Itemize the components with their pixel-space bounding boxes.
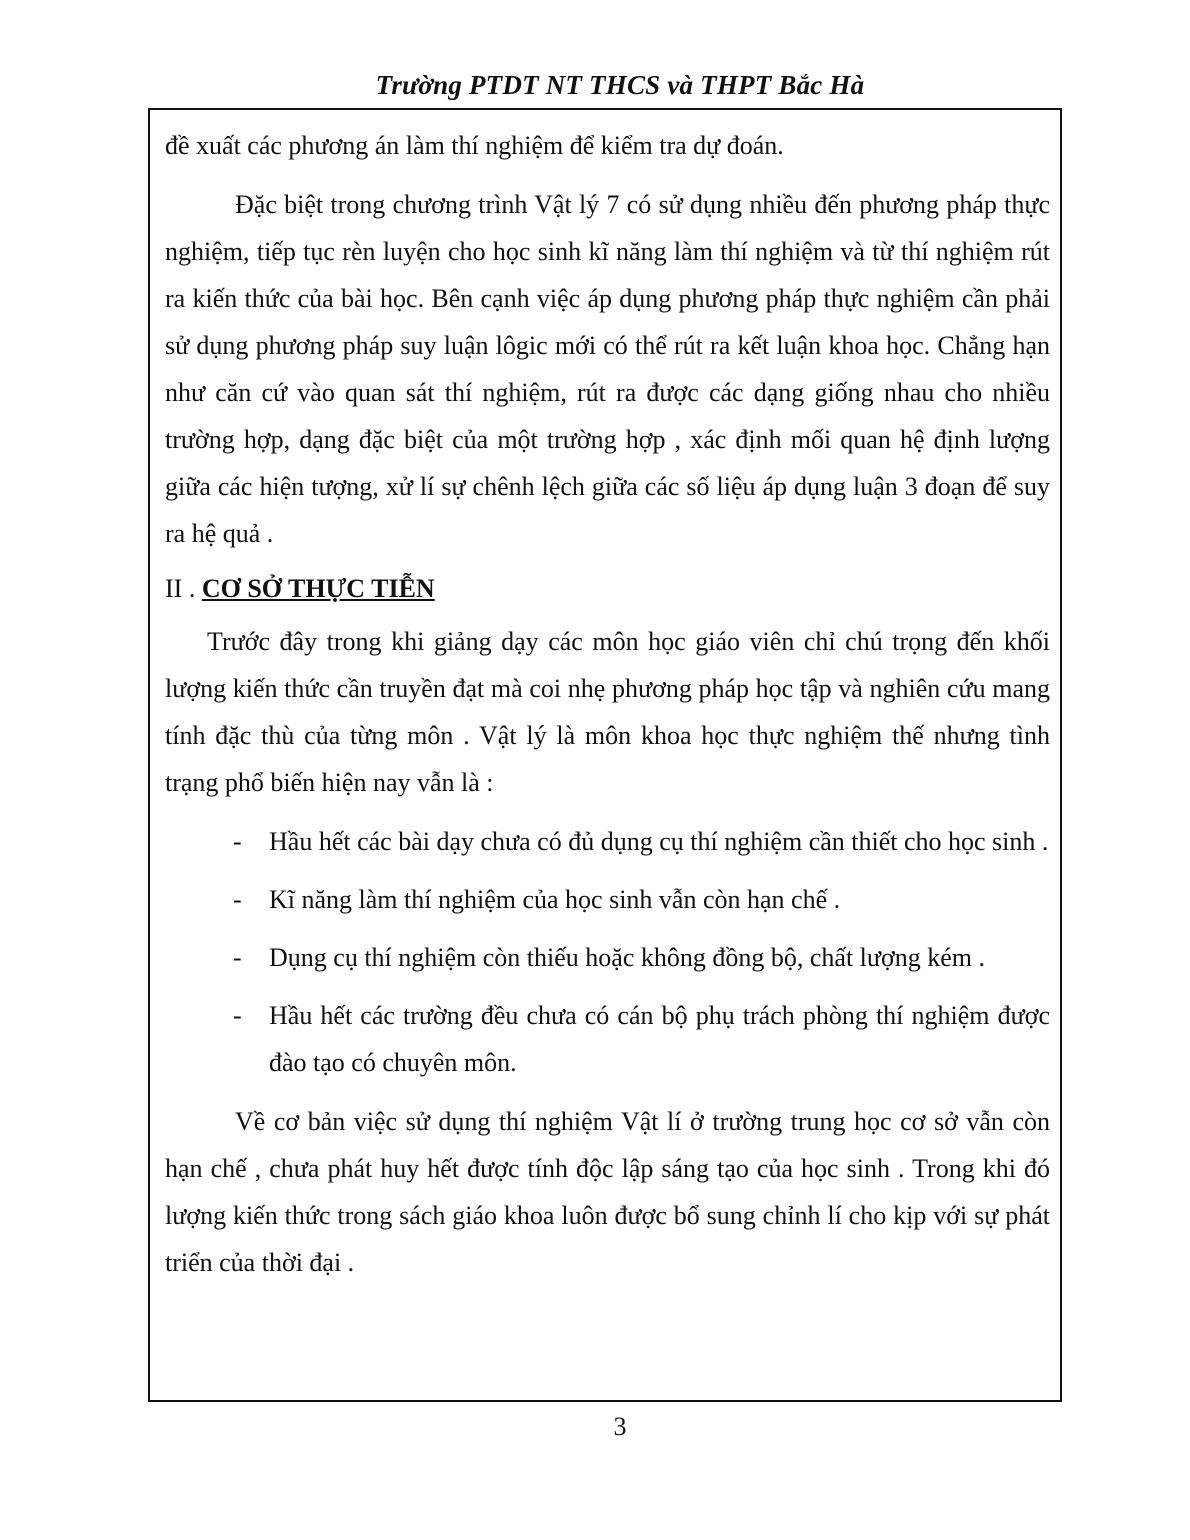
- list-item: [165, 876, 1050, 923]
- page-number: 3: [613, 1412, 627, 1441]
- list-item: [165, 818, 1050, 865]
- list-item-text: Dụng cụ thí nghiệm còn thiếu hoặc không đồng bộ, chất lượng kém .: [269, 943, 985, 972]
- bullet-dash: -: [233, 943, 242, 972]
- bullet-list: [165, 818, 1050, 1086]
- section-heading: [165, 565, 1050, 612]
- section-number: II .: [165, 574, 196, 603]
- list-item-text: Hầu hết các trường đều chưa có cán bộ phụ trách phòng thí nghiệm được đào tạo có chuyên môn.: [269, 1001, 1050, 1077]
- section-conclusion: Về cơ bản việc sử dụng thí nghiệm Vật lí ở trường trung học cơ sở vẫn còn hạn chế , chưa phát huy hết được tính độc lập sáng tạo của học sinh . Trong khi đó lượng kiến thức trong sách giáo khoa luôn được bổ sung chỉnh lí cho kịp với sự phát triển của thời đại .: [165, 1107, 1050, 1277]
- page-header: Trường PTDT NT THCS và THPT Bắc Hà: [375, 70, 865, 100]
- paragraph-special: Đặc biệt trong chương trình Vật lý 7 có sử dụng nhiều đến phương pháp thực nghiệm, tiếp tục rèn luyện cho học sinh kĩ năng làm thí nghiệm và từ thí nghiệm rút ra kiến thức của bài học. Bên cạnh việc áp dụng phương pháp thực nghiệm cần phải sử dụng phương pháp suy luận lôgic mới có thể rút ra kết luận khoa học. Chẳng hạn như căn cứ vào quan sát thí nghiệm, rút ra được các dạng giống nhau cho nhiều trường hợp, dạng đặc biệt của một trường hợp , xác định mối quan hệ định lượng giữa các hiện tượng, xử lí sự chênh lệch giữa các số liệu áp dụng luận 3 đoạn để suy ra hệ quả .: [165, 190, 1050, 548]
- section-title: CƠ SỞ THỰC TIỄN: [201, 574, 435, 603]
- list-item: [165, 992, 1050, 1086]
- bullet-dash: -: [233, 1001, 242, 1030]
- list-item: [165, 934, 1050, 981]
- list-item-text: Kĩ năng làm thí nghiệm của học sinh vẫn còn hạn chế .: [269, 885, 841, 914]
- section-intro: Trước đây trong khi giảng dạy các môn học giáo viên chỉ chú trọng đến khối lượng kiến thức cần truyền đạt mà coi nhẹ phương pháp học tập và nghiên cứu mang tính đặc thù của từng môn . Vật lý là môn khoa học thực nghiệm thế nhưng tình trạng phổ biến hiện nay vẫn là :: [165, 627, 1050, 797]
- paragraph-continued: đề xuất các phương án làm thí nghiệm để kiểm tra dự đoán.: [165, 131, 784, 160]
- page-content: [165, 122, 1050, 1286]
- bullet-dash: -: [233, 885, 242, 914]
- list-item-text: Hầu hết các bài dạy chưa có đủ dụng cụ thí nghiệm cần thiết cho học sinh .: [269, 827, 1049, 856]
- bullet-dash: -: [233, 827, 242, 856]
